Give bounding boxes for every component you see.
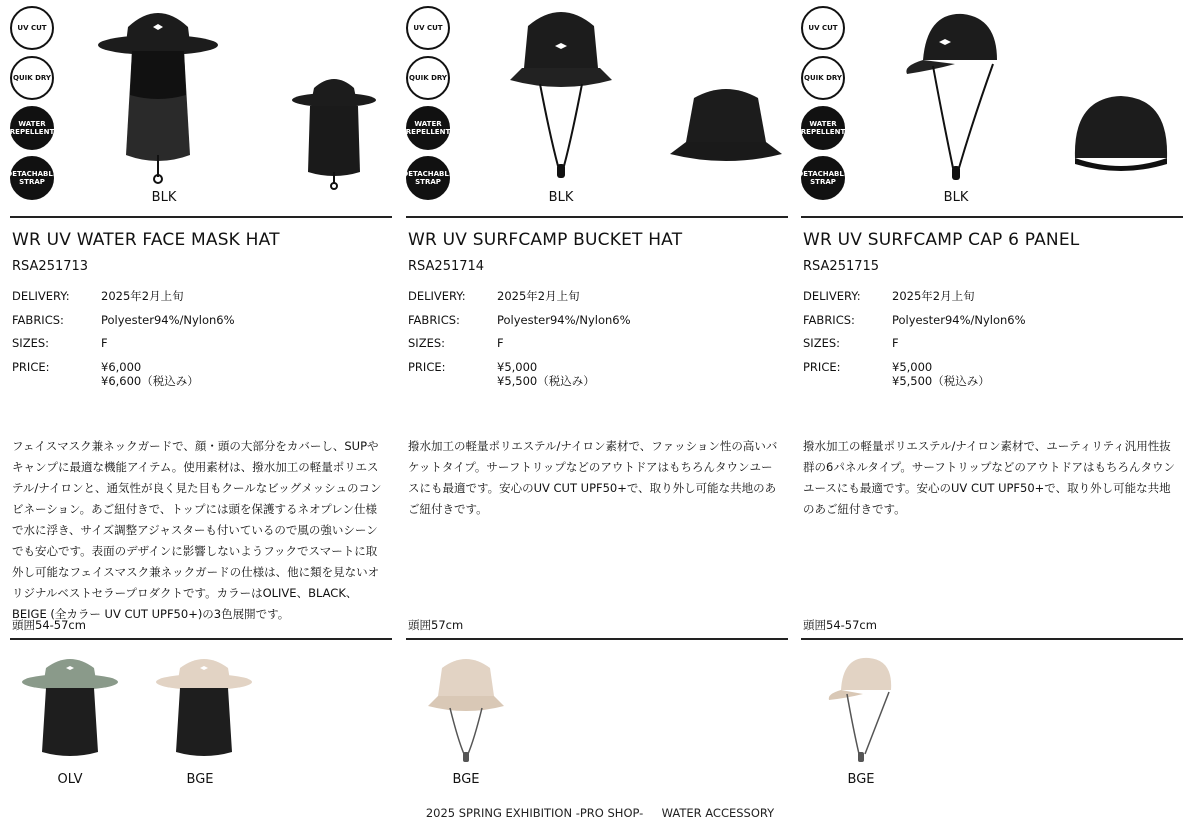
- sizes-label: SIZES:: [803, 336, 841, 350]
- product-code: RSA251713: [12, 259, 89, 274]
- product-name: WR UV WATER FACE MASK HAT: [12, 230, 280, 250]
- bucket-hat-black-image: [506, 6, 616, 188]
- feature-badges: [797, 6, 849, 206]
- divider: [406, 216, 788, 218]
- quik-dry-icon: QUIK DRY: [10, 56, 54, 100]
- uv-cut-icon: UV CUT: [10, 6, 54, 50]
- price-value: ¥6,000: [101, 359, 142, 374]
- feature-badges: [402, 6, 454, 206]
- divider: [10, 638, 392, 640]
- sizes-label: SIZES:: [12, 336, 50, 350]
- divider: [801, 638, 1183, 640]
- sizes-value: F: [892, 336, 899, 350]
- face-mask-hat-olive-image: [22, 654, 118, 762]
- variant-label-olive: OLV: [57, 772, 83, 787]
- delivery-value: 2025年2月上旬: [101, 289, 184, 303]
- uv-cut-icon: UV CUT: [406, 6, 450, 50]
- face-mask-hat-back-image: [292, 72, 376, 190]
- color-label: BLK: [548, 190, 574, 205]
- fabrics-value: Polyester94%/Nylon6%: [497, 312, 631, 327]
- product-name: WR UV SURFCAMP BUCKET HAT: [408, 230, 683, 250]
- delivery-label: DELIVERY:: [12, 289, 70, 303]
- quik-dry-icon: QUIK DRY: [406, 56, 450, 100]
- product-card-face-mask-hat: [6, 0, 392, 800]
- product-description: 撥水加工の軽量ポリエステル/ナイロン素材で、ファッション性の高いバケットタイプ。サーフトリップなどのアウトドアはもちろんタウンユースにも最適です。安心のUV CUT UPF50+で、取り外し可能な共地のあご紐付きです。: [408, 439, 778, 516]
- fabrics-label: FABRICS:: [803, 312, 855, 327]
- price-tax-value: ¥5,500（税込み）: [497, 374, 595, 388]
- detachable-strap-icon: DETACHABLE STRAP: [801, 156, 845, 200]
- water-repellent-icon: WATER REPELLENT: [10, 106, 54, 150]
- price-label: PRICE:: [12, 359, 50, 374]
- divider: [10, 216, 392, 218]
- spec-table: [12, 285, 235, 379]
- product-code: RSA251714: [408, 259, 485, 274]
- price-tax-value: ¥6,600（税込み）: [101, 374, 199, 388]
- product-code: RSA251715: [803, 259, 880, 274]
- head-size: 頭囲57cm: [408, 618, 464, 632]
- page-footer: 2025 SPRING EXHIBITION -PRO SHOP- WATER ACCESSORY: [425, 806, 775, 820]
- divider: [801, 216, 1183, 218]
- spec-table: [803, 285, 1026, 379]
- delivery-value: 2025年2月上旬: [892, 289, 975, 303]
- price-tax-value: ¥5,500（税込み）: [892, 374, 990, 388]
- head-size: 頭囲54-57cm: [12, 618, 86, 632]
- head-size: 頭囲54-57cm: [803, 618, 877, 632]
- quik-dry-icon: QUIK DRY: [801, 56, 845, 100]
- water-repellent-icon: WATER REPELLENT: [801, 106, 845, 150]
- fabrics-value: Polyester94%/Nylon6%: [101, 312, 235, 327]
- price-label: PRICE:: [408, 359, 446, 374]
- color-label: BLK: [151, 190, 177, 205]
- delivery-value: 2025年2月上旬: [497, 289, 580, 303]
- price-value: ¥5,000: [892, 359, 933, 374]
- variant-label-beige: BGE: [186, 772, 214, 787]
- product-description: フェイスマスク兼ネックガードで、顔・頭の大部分をカバーし、SUPやキャンプに最適な機能アイテム。使用素材は、撥水加工の軽量ポリエステル/ナイロンと、通気性が良く見た目もクールなビッグメッシュのコンビネーション。あご紐付きで、トップには頭を保護するネオプレン仕様で水に浮き、サイズ調整アジャスターも付いているので風の強いシーンでも安心です。表面のデザインに影響しないようフックでスマートに取外し可能なフェイスマスク兼ネックガードの仕様は、他に類を見ないオリジナルベストセラープロダクトです。カラーはOLIVE、BLACK、BEIGE (全カラー UV CUT UPF50+)の3色展開です。: [12, 439, 382, 621]
- delivery-label: DELIVERY:: [408, 289, 466, 303]
- divider: [406, 638, 788, 640]
- price-value: ¥5,000: [497, 359, 538, 374]
- color-label: BLK: [943, 190, 969, 205]
- uv-cut-icon: UV CUT: [801, 6, 845, 50]
- sizes-value: F: [101, 336, 108, 350]
- delivery-label: DELIVERY:: [803, 289, 861, 303]
- variant-label-beige: BGE: [847, 772, 875, 787]
- water-repellent-icon: WATER REPELLENT: [406, 106, 450, 150]
- bucket-hat-beige-image: [428, 654, 504, 764]
- product-name: WR UV SURFCAMP CAP 6 PANEL: [803, 230, 1080, 250]
- product-card-bucket-hat: [402, 0, 788, 800]
- sizes-label: SIZES:: [408, 336, 446, 350]
- cap-black-image: [903, 10, 1003, 188]
- variant-label-beige: BGE: [452, 772, 480, 787]
- cap-beige-image: [827, 654, 895, 766]
- fabrics-value: Polyester94%/Nylon6%: [892, 312, 1026, 327]
- face-mask-hat-black-image: [98, 5, 218, 185]
- price-label: PRICE:: [803, 359, 841, 374]
- detachable-strap-icon: DETACHABLE STRAP: [406, 156, 450, 200]
- spec-table: [408, 285, 631, 379]
- detachable-strap-icon: DETACHABLE STRAP: [10, 156, 54, 200]
- face-mask-hat-beige-image: [156, 654, 252, 762]
- feature-badges: [6, 6, 58, 206]
- fabrics-label: FABRICS:: [12, 312, 64, 327]
- bucket-hat-side-image: [670, 84, 782, 166]
- product-description: 撥水加工の軽量ポリエステル/ナイロン素材で、ユーティリティ汎用性抜群の6パネルタイプ。サーフトリップなどのアウトドアはもちろんタウンユースにも最適です。安心のUV CUT UPF50+で、取り外し可能な共地のあご紐付きです。: [803, 439, 1175, 516]
- cap-back-image: [1069, 92, 1173, 174]
- sizes-value: F: [497, 336, 504, 350]
- fabrics-label: FABRICS:: [408, 312, 460, 327]
- product-card-cap-6-panel: [797, 0, 1183, 800]
